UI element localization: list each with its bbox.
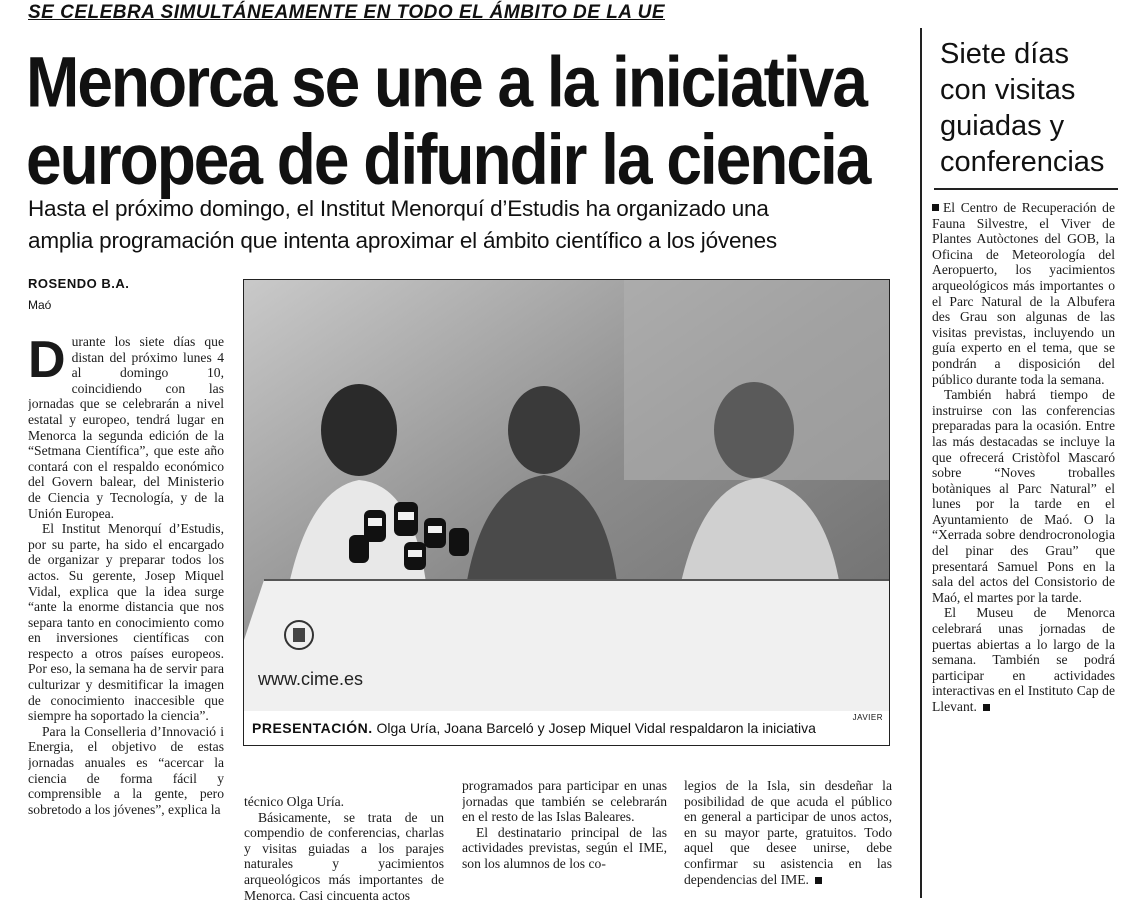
- end-mark-icon: [815, 877, 822, 884]
- sidebar-paragraph-1: El Centro de Recuperación de Fauna Silvestre, el Viver de Plantes Autòctones del GOB, la Oficina de Meteorología del Aeropuerto, los yacimientos arqueológicos más importantes o el Parc Natural de la Albufera des Grau son algunas de las visitas previstas, incluyendo un guía experto en el tema, que se pondrán a disposición del público durante toda la semana.: [932, 200, 1115, 387]
- article-column-3: [462, 778, 667, 904]
- drop-cap: D: [28, 334, 66, 389]
- sign-text: www.cime.es: [258, 669, 364, 689]
- article-paragraph-2: El Institut Menorquí d’Estudis, por su parte, ha sido el encargado de organizar y preparar todos los actos. Su gerente, Josep Miquel Vidal, explica que la idea surge “ante la enorme distancia que nos separa tanto en conocimiento como en inversiones científicas con respecto a otros países europeos. Por eso, la semana ha de servir para culturizar y desmitificar la imagen de conocimiento inaccesible que siempre ha soportado la ciencia”.: [28, 521, 224, 724]
- article-paragraph-4: Básicamente, se trata de un compendio de conferencias, charlas y visitas guiadas a los parajes naturales y yacimientos arqueológicos más importantes de Menorca. Casi cincuenta actos: [244, 809, 444, 903]
- dateline-place: Maó: [28, 298, 52, 312]
- press-conference-photo: [244, 280, 889, 712]
- sidebar-paragraph-2: También habrá tiempo de instruirse con las conferencias preparadas para la ocasión. Entre las más destacadas se incluye la que ofrecerá Cristòfol Mascaró sobre “Noves troballes botàniques al Parc Natural” el lunes por la tarde en el Ayuntamiento de Maó. O la “Xerrada sobre dendrocronologia del pinar des Grau” que presentará Samuel Pons en la sala del actos del Consistorio de Maó, el martes por la tarde.: [932, 387, 1115, 605]
- sidebar-title: Siete días con visitas guiadas y conferencias: [940, 38, 1105, 178]
- article-column-2-start: técnico Olga Uría.: [244, 794, 345, 809]
- subheadline: [28, 193, 898, 257]
- article-paragraph-1-text: urante los siete días que distan del próximo lunes 4 al domingo 10, coincidiendo con las jornadas que se celebrarán a nivel estatal y europeo, tendrá lugar en Menorca la segunda edición de la “Setmana Científica”, que este año contará con el respaldo económico del Govern balear, del Ministerio de Ciencia y Tecnología, y de la Unión Europea.: [28, 334, 224, 521]
- kicker: SE CELEBRA SIMULTÁNEAMENTE EN TODO EL ÁMBITO DE LA UE: [28, 2, 665, 23]
- bullet-icon: [932, 204, 939, 211]
- caption-label: PRESENTACIÓN.: [252, 720, 373, 736]
- news-photo: [243, 279, 890, 713]
- article-paragraph-1: [28, 334, 224, 521]
- article-column-3-paragraph-1: programados para participar en unas jornadas que también se celebrarán en el resto de las Islas Baleares.: [462, 778, 667, 825]
- article-column-3-paragraph-2: El destinatario principal de las actividades previstas, según el IME, son los alumnos de los co-: [462, 824, 667, 871]
- photo-credit: JAVIER: [852, 713, 883, 722]
- headline-line-2: europea de difundir la ciencia: [26, 119, 870, 200]
- headline: [26, 41, 906, 200]
- sidebar-divider: [934, 188, 1118, 190]
- headline-line-1: Menorca se une a la iniciativa: [26, 41, 866, 123]
- photo-caption: [243, 711, 890, 746]
- sidebar-end-mark-icon: [983, 704, 990, 711]
- article-column-2: [244, 794, 444, 904]
- sidebar-paragraph-3: El Museu de Menorca celebrará unas jornadas de puertas abiertas a lo largo de la semana. También se podrá participar en actividades interactivas en el Instituto Cap de Llevant.: [932, 605, 1115, 714]
- article-column-1: [28, 334, 224, 904]
- subheadline-line-2: amplia programación que intenta aproximar el ámbito científico a los jóvenes: [28, 228, 777, 253]
- article-column-4-paragraph-1: legios de la Isla, sin desdeñar la posibilidad de que acuda el público en general a participar de unos actos, en su mayor parte, gratuitos. Todo aquel que desee unirse, debe confirmar su asistencia en las dependencias del IME.: [684, 778, 892, 887]
- byline: ROSENDO B.A.: [28, 276, 130, 291]
- sidebar-box: [920, 28, 1118, 898]
- subheadline-line-1: Hasta el próximo domingo, el Institut Menorquí d’Estudis ha organizado una: [28, 196, 769, 221]
- caption-text: Olga Uría, Joana Barceló y Josep Miquel Vidal respaldaron la iniciativa: [372, 720, 816, 736]
- sidebar-body: [932, 200, 1115, 895]
- article-column-4: [684, 778, 892, 904]
- article-paragraph-3: Para la Conselleria d’Innovació i Energia, el objetivo de estas jornadas anuales es “acercar la ciencia de forma fácil y comprensible a la gente, pero sobretodo a los jóvenes”, explica la: [28, 723, 224, 817]
